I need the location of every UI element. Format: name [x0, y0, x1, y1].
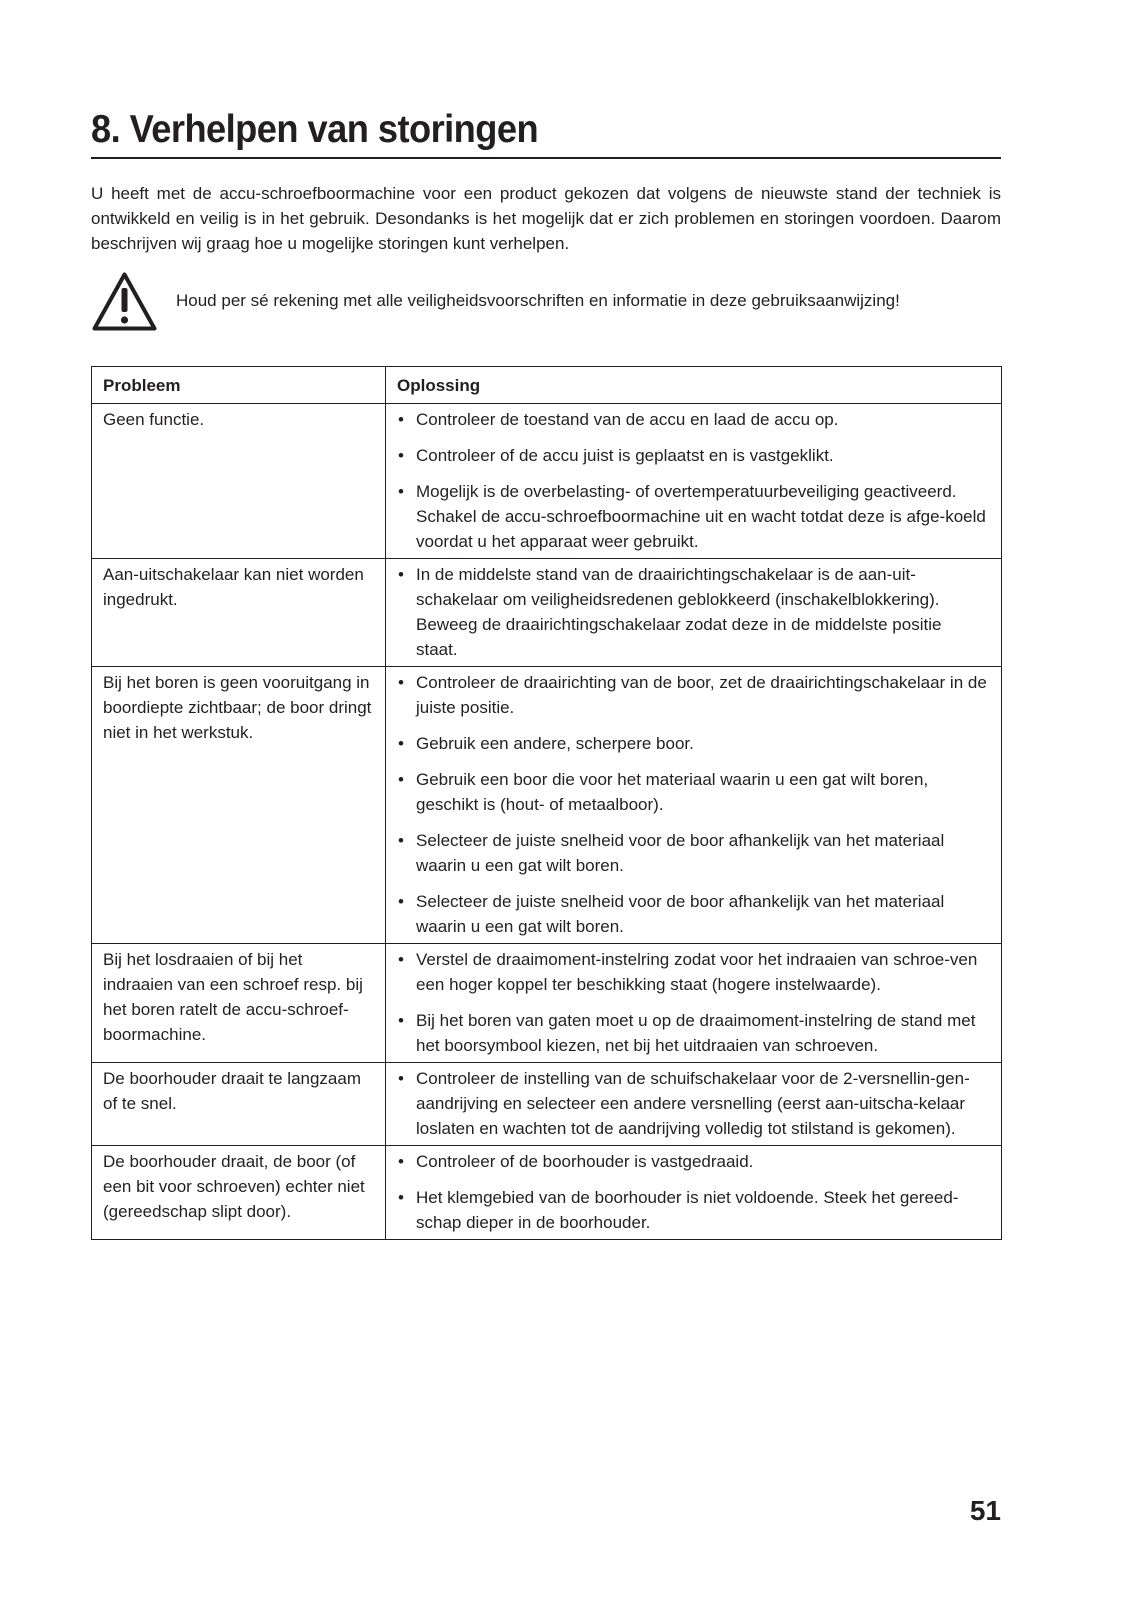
solution-item: • Gebruik een andere, scherpere boor. [396, 731, 987, 756]
solution-list [396, 670, 987, 939]
page-number: 51 [969, 1495, 1001, 1526]
solution-item: • Selecteer de juiste snelheid voor de boor afhankelijk van het materiaal waarin u een gat wilt boren. [396, 828, 987, 878]
problem-cell: Bij het boren is geen vooruitgang in boordiepte zichtbaar; de boor dringt niet in het werkstuk. [92, 667, 386, 944]
solution-item: • Controleer de instelling van de schuifschakelaar voor de 2-versnellin-gen-aandrijving en selecteer een andere versnelling (eerst aan-uitscha-kelaar loslaten en wachten tot de aandrijving volledig tot stilstand is gekomen). [396, 1066, 987, 1141]
solution-cell [386, 1146, 1002, 1240]
table-row [92, 1146, 1002, 1240]
solution-cell [386, 944, 1002, 1063]
column-header-solution: Oplossing [386, 367, 1002, 404]
intro-paragraph: U heeft met de accu-schroefboormachine voor een product gekozen dat volgens de nieuwste stand der techniek is ontwikkeld en veilig is in het gebruik. Desondanks is het mogelijk dat er zich problemen en storingen voordoen. Daarom beschrijven wij graag hoe u mogelijke storingen kunt verhelpen. [91, 184, 1001, 253]
table-row [92, 944, 1002, 1063]
solution-item: • Selecteer de juiste snelheid voor de boor afhankelijk van het materiaal waarin u een gat wilt boren. [396, 889, 987, 939]
warning-triangle-icon [91, 271, 158, 332]
problem-cell: Geen functie. [92, 404, 386, 559]
solution-item: • Controleer de toestand van de accu en laad de accu op. [396, 407, 987, 432]
table-row [92, 404, 1002, 559]
column-header-problem: Probleem [92, 367, 386, 404]
solution-item: • In de middelste stand van de draairichtingschakelaar is de aan-uit-schakelaar om veiligheidsredenen geblokkeerd (inschakelblokkering). Beweeg de draairichtingschakelaar zodat deze in de middelste positie staat. [396, 562, 987, 662]
table-row [92, 559, 1002, 667]
solution-item: • Mogelijk is de overbelasting- of overtemperatuurbeveiliging geactiveerd. Schakel de accu-schroefboormachine uit en wacht totdat deze is afge-koeld voordat u het apparaat weer gebruikt. [396, 479, 987, 554]
troubleshooting-table [91, 366, 1002, 1240]
solution-cell [386, 1063, 1002, 1146]
solution-list [396, 1149, 987, 1235]
problem-cell: De boorhouder draait, de boor (of een bit voor schroeven) echter niet (gereedschap slipt door). [92, 1146, 386, 1240]
solution-list [396, 407, 987, 554]
solution-cell [386, 559, 1002, 667]
solution-list [396, 947, 987, 1058]
table-row [92, 1063, 1002, 1146]
solution-item: • Het klemgebied van de boorhouder is niet voldoende. Steek het gereed-schap dieper in de boorhouder. [396, 1185, 987, 1235]
table-body [92, 404, 1002, 1240]
solution-item: • Controleer of de accu juist is geplaatst en is vastgeklikt. [396, 443, 987, 468]
title-rule [91, 157, 1001, 159]
solution-item: • Bij het boren van gaten moet u op de draaimoment-instelring de stand met het boorsymbool kiezen, net bij het uitdraaien van schroeven. [396, 1008, 987, 1058]
solution-list [396, 562, 987, 662]
table-header-row [92, 367, 1002, 404]
problem-cell: De boorhouder draait te langzaam of te snel. [92, 1063, 386, 1146]
solution-item: • Controleer de draairichting van de boor, zet de draairichtingschakelaar in de juiste positie. [396, 670, 987, 720]
solution-item: • Controleer of de boorhouder is vastgedraaid. [396, 1149, 987, 1174]
problem-cell: Bij het losdraaien of bij het indraaien van een schroef resp. bij het boren ratelt de accu-schroef-boormachine. [92, 944, 386, 1063]
solution-list [396, 1066, 987, 1141]
solution-cell [386, 404, 1002, 559]
solution-cell [386, 667, 1002, 944]
warning-text: Houd per sé rekening met alle veiligheidsvoorschriften en informatie in deze gebruiksaanwijzing! [176, 291, 900, 310]
solution-item: • Verstel de draaimoment-instelring zodat voor het indraaien van schroe-ven een hoger koppel ter beschikking staat (hogere instelwaarde). [396, 947, 987, 997]
table-row [92, 667, 1002, 944]
problem-cell: Aan-uitschakelaar kan niet worden ingedrukt. [92, 559, 386, 667]
solution-item: • Gebruik een boor die voor het materiaal waarin u een gat wilt boren, geschikt is (hout- of metaalboor). [396, 767, 987, 817]
page-title: 8. Verhelpen van storingen [91, 108, 539, 151]
